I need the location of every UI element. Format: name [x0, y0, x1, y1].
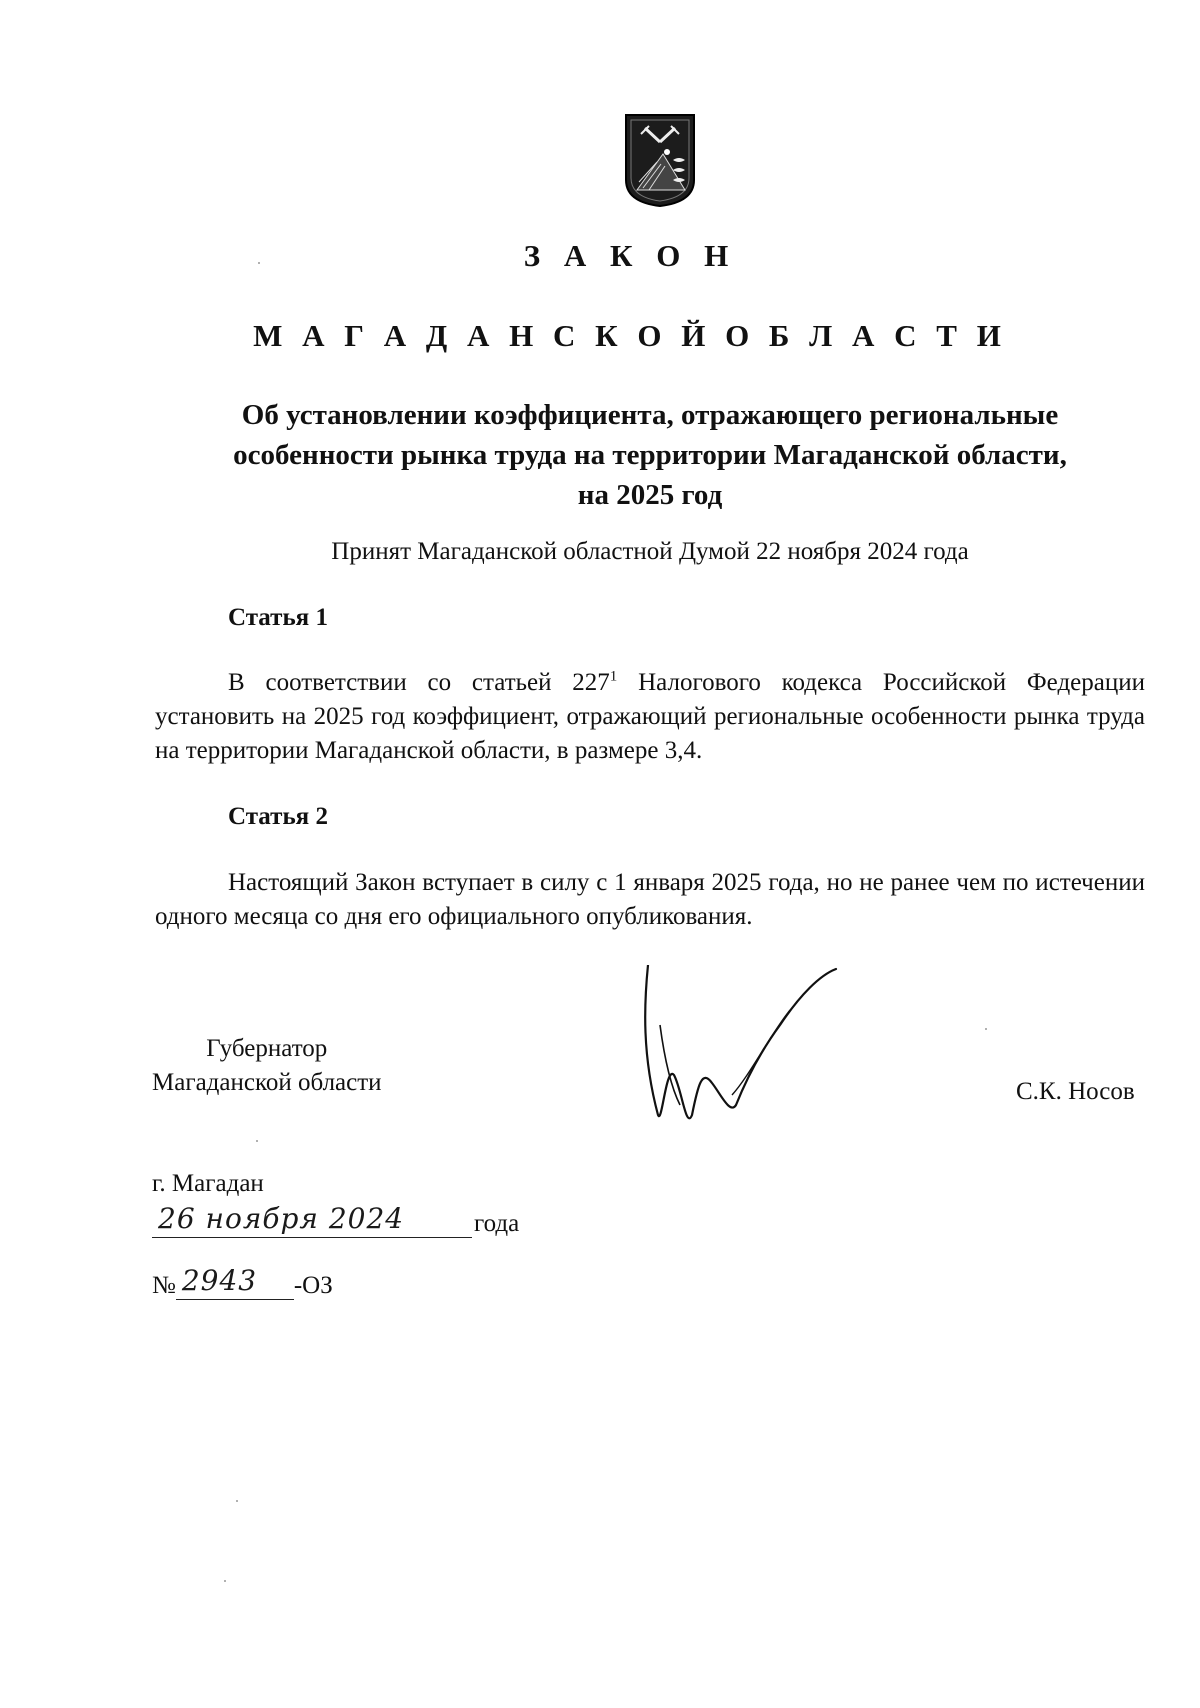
position-line: Губернатор [206, 1035, 328, 1062]
scan-speck [256, 1140, 258, 1142]
subject-line: на 2025 год [577, 479, 723, 511]
subject-line: Об установлении коэффициента, отражающего региональные [241, 399, 1059, 431]
number-suffix: -ОЗ [293, 1272, 333, 1299]
adoption-note: Принят Магаданской областной Думой 22 ноября 2024 года [331, 538, 969, 565]
coat-of-arms-emblem-icon [623, 112, 697, 208]
handwritten-signature [640, 965, 850, 1135]
number-sign: № [152, 1272, 176, 1299]
scan-speck [258, 262, 260, 264]
article-1-text-end: Налогового кодекса Российской Федерации установить на 2025 год коэффициент, отражающий региональные особенности рынка труда на территории Магаданской области, в размере 3,4. [155, 669, 1145, 764]
subject-line: особенности рынка труда на территории Магаданской области, [233, 439, 1067, 471]
signing-date-line [152, 1203, 519, 1237]
date-suffix: года [474, 1210, 520, 1237]
handwritten-number: 2943 [181, 1264, 258, 1297]
scan-speck [236, 1500, 238, 1502]
article-1-text-start: В соответствии со статьей 227 [228, 669, 610, 696]
scan-speck [224, 1580, 226, 1582]
city-of-signing: г. Магадан [152, 1170, 264, 1197]
article-number-superscript: 1 [609, 668, 618, 685]
date-blank [152, 1203, 472, 1238]
law-subject-title [170, 395, 1130, 515]
signatory-name: С.К. Носов [1016, 1078, 1135, 1105]
handwritten-date: 26 ноября 2024 [158, 1202, 405, 1235]
article-1-text [155, 666, 1145, 768]
law-number-line [152, 1264, 333, 1301]
signatory-position [152, 1032, 382, 1100]
scan-speck [985, 1028, 987, 1030]
article-2-text: Настоящий Закон вступает в силу с 1 января 2025 года, но не ранее чем по истечении одного месяца со дня его официального опубликования. [155, 869, 1145, 930]
document-type-title: З А К О Н [523, 238, 737, 273]
article-1-heading: Статья 1 [228, 604, 328, 631]
number-blank [176, 1264, 294, 1300]
position-line: Магаданской области [152, 1069, 382, 1096]
article-2-heading: Статья 2 [228, 803, 328, 830]
region-title: М А Г А Д А Н С К О Й О Б Л А С Т И [253, 318, 1007, 353]
